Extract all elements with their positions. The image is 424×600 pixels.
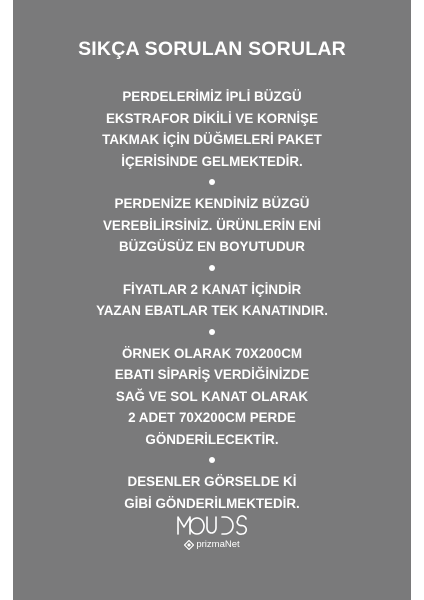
faq-line: İÇERİSİNDE GELMEKTEDİR. <box>121 153 303 169</box>
faq-line: YAZAN EBATLAR TEK KANATINDIR. <box>96 303 328 318</box>
faq-line: BÜZGÜSÜZ EN BOYUTUDUR <box>119 239 305 254</box>
faq-item <box>13 471 411 514</box>
faq-line: 2 ADET 70X200CM PERDE <box>128 410 296 425</box>
faq-item <box>13 86 411 172</box>
faq-line: GİBİ GÖNDERİLMEKTEDİR. <box>124 495 300 511</box>
faq-line: ÖRNEK OLARAK 70X200CM <box>121 345 303 361</box>
bullet-dot-icon <box>209 265 215 271</box>
faq-item <box>13 343 411 451</box>
faq-line: SAĞ VE SOL KANAT OLARAK <box>115 388 309 404</box>
bullet-dot-icon <box>209 329 215 335</box>
faq-line: PERDENİZE KENDİNİZ BÜZGÜ <box>114 196 310 211</box>
faq-line: GÖNDERİLECEKTİR. <box>145 431 279 447</box>
faq-line: EBATI SİPARİŞ VERDİĞİNİZDE <box>114 367 310 382</box>
faq-list <box>13 86 411 514</box>
faq-line: TAKMAK İÇİN DÜĞMELERİ PAKET <box>102 132 322 147</box>
bullet-dot-icon <box>209 457 215 463</box>
mouds-logo-mark <box>175 512 249 538</box>
faq-item <box>13 279 411 322</box>
prizma-icon <box>184 540 194 550</box>
info-panel <box>13 0 411 600</box>
brand-logo <box>13 512 411 550</box>
logo-subtext <box>13 539 411 550</box>
page-title: SIKÇA SORULAN SORULAR <box>78 38 346 60</box>
faq-line: VEREBİLİRSİNİZ. ÜRÜNLERİN ENİ <box>103 217 321 233</box>
faq-item <box>13 193 411 258</box>
bullet-dot-icon <box>209 179 215 185</box>
faq-line: DESENLER GÖRSELDE Kİ <box>127 474 297 489</box>
logo-sub-label: prizmaNet <box>196 539 240 550</box>
faq-line: PERDELERİMİZ İPLİ BÜZGÜ <box>122 89 302 104</box>
faq-line: FİYATLAR 2 KANAT İÇİNDİR <box>122 281 302 297</box>
faq-line: EKSTRAFOR DİKİLİ VE KORNİŞE <box>105 110 319 126</box>
